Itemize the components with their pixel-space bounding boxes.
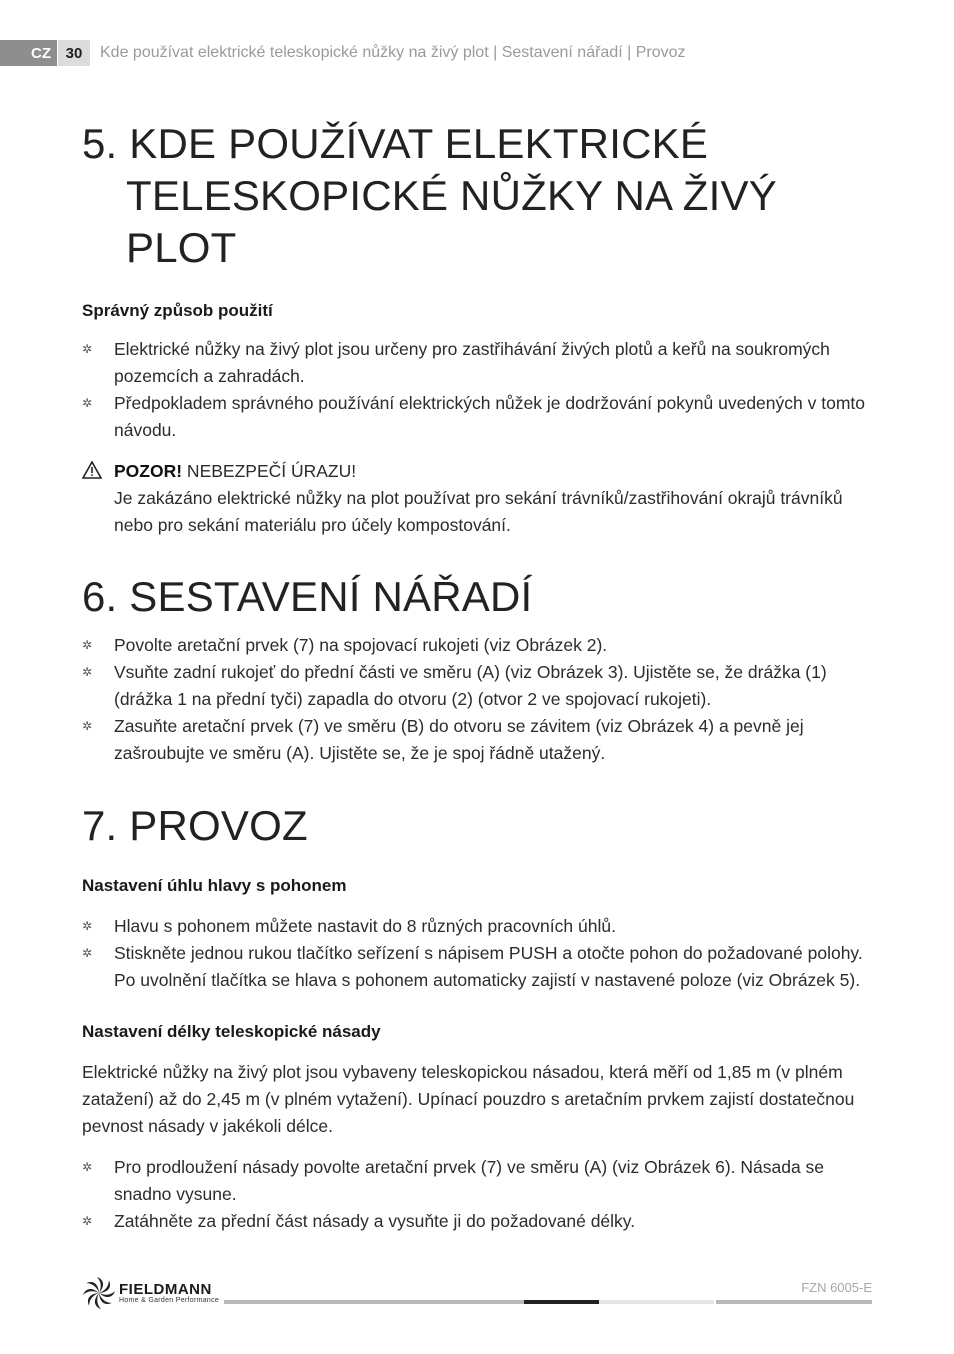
logo-text — [119, 1282, 219, 1304]
list-item: ✲ Vsuňte zadní rukojeť do přední části ve směru (A) (viz Obrázek 3). Ujistěte se, že drážka (1) (drážka 1 na přední tyči) zapadla do otvoru (2) (otvor 2 ve spojovací rukojeti). — [82, 662, 827, 709]
section-7-title: 7. PROVOZ — [82, 802, 308, 849]
section-5-title-line-2: TELESKOPICKÉ NŮŽKY NA ŽIVÝ PLOT — [126, 172, 777, 271]
brand-name: FIELDMANN — [119, 1281, 212, 1298]
gear-bullet-icon: ✲ — [82, 638, 93, 652]
gear-bullet-icon: ✲ — [82, 1214, 93, 1228]
warning-text: Je zakázáno elektrické nůžky na plot používat pro sekání trávníků/zastřihování okrajů trávníků nebo pro sekání materiálu pro účely kompostování. — [114, 488, 843, 535]
list-item: ✲ Elektrické nůžky na živý plot jsou určeny pro zastřihávání živých plotů a keřů na soukromých pozemcích a zahradách. — [82, 339, 830, 386]
gear-bullet-icon: ✲ — [82, 665, 93, 679]
gear-bullet-icon: ✲ — [82, 919, 93, 933]
running-title: Kde používat elektrické teleskopické nůžky na živý plot | Sestavení nářadí | Provoz — [100, 44, 686, 61]
section-6-bullet-list — [82, 632, 872, 767]
brand-tagline: Home & Garden Performance — [119, 1297, 220, 1304]
page-number: 30 — [58, 40, 90, 66]
section-6-title: 6. SESTAVENÍ NÁŘADÍ — [82, 573, 533, 620]
section-7-paragraph: Elektrické nůžky na živý plot jsou vybaveny teleskopickou násadou, která měří od 1,85 m (v plném zatažení) až do 2,45 m (v plném vytažení). Upínací pouzdro s aretačním prvkem zajistí dostatečnou pevnost násady v jakékoli délce. — [82, 1062, 855, 1136]
footer-rule-segment — [224, 1300, 524, 1304]
gear-bullet-icon: ✲ — [82, 342, 93, 356]
section-7-subheading-2: Nastavení délky teleskopické násady — [82, 1022, 381, 1041]
page-content — [82, 118, 872, 1235]
section-7-subheading-1: Nastavení úhlu hlavy s pohonem — [82, 876, 347, 895]
section-5-title-line-1: 5. KDE POUŽÍVAT ELEKTRICKÉ — [82, 120, 709, 167]
section-5-subheading: Správný způsob použití — [82, 301, 273, 320]
list-item: ✲ Předpokladem správného používání elektrických nůžek je dodržování pokynů uvedených v tomto návodu. — [82, 393, 865, 440]
section-5-title — [82, 118, 872, 274]
footer-rule-segment — [716, 1300, 872, 1304]
warning-block — [82, 458, 872, 539]
warning-title: NEBEZPEČÍ ÚRAZU! — [182, 461, 357, 481]
model-code: FZN 6005-E — [801, 1280, 872, 1295]
gear-bullet-icon: ✲ — [82, 1160, 93, 1174]
list-item: ✲ Zatáhněte za přední část násady a vysuňte ji do požadované délky. — [82, 1211, 636, 1231]
footer-rule-segment — [599, 1300, 714, 1304]
list-item: ✲ Pro prodloužení násady povolte aretační prvek (7) ve směru (A) (viz Obrázek 6). Násada se snadno vysune. — [82, 1157, 825, 1204]
gear-bullet-icon: ✲ — [82, 719, 93, 733]
footer-rule-segment — [524, 1300, 599, 1304]
warning-label: POZOR! — [114, 461, 183, 481]
language-badge: CZ — [0, 40, 57, 66]
list-item: ✲ Hlavu s pohonem můžete nastavit do 8 různých pracovních úhlů. — [82, 916, 616, 936]
section-5-bullet-list — [82, 336, 872, 444]
warning-triangle-icon — [82, 461, 102, 479]
list-item: ✲ Stiskněte jednou rukou tlačítko seřízení s nápisem PUSH a otočte pohon do požadované polohy. Po uvolnění tlačítka se hlava s pohonem automaticky zajistí v nastavené poloze (viz Obrázek 5). — [82, 943, 863, 990]
list-item: ✲ Povolte aretační prvek (7) na spojovací rukojeti (viz Obrázek 2). — [82, 635, 608, 655]
fieldmann-fan-logo — [82, 1276, 116, 1310]
warning-heading — [114, 458, 872, 485]
gear-bullet-icon: ✲ — [82, 946, 93, 960]
section-7-bullet-list-1 — [82, 913, 872, 994]
section-7-bullet-list-2 — [82, 1154, 872, 1235]
page-header — [0, 40, 686, 66]
brand-logo — [82, 1276, 219, 1310]
list-item: ✲ Zasuňte aretační prvek (7) ve směru (B) do otvoru se závitem (viz Obrázek 4) a pevně jej zašroubujte ve směru (A). Ujistěte se, že je spoj řádně utažený. — [82, 716, 804, 763]
gear-bullet-icon: ✲ — [82, 396, 93, 410]
